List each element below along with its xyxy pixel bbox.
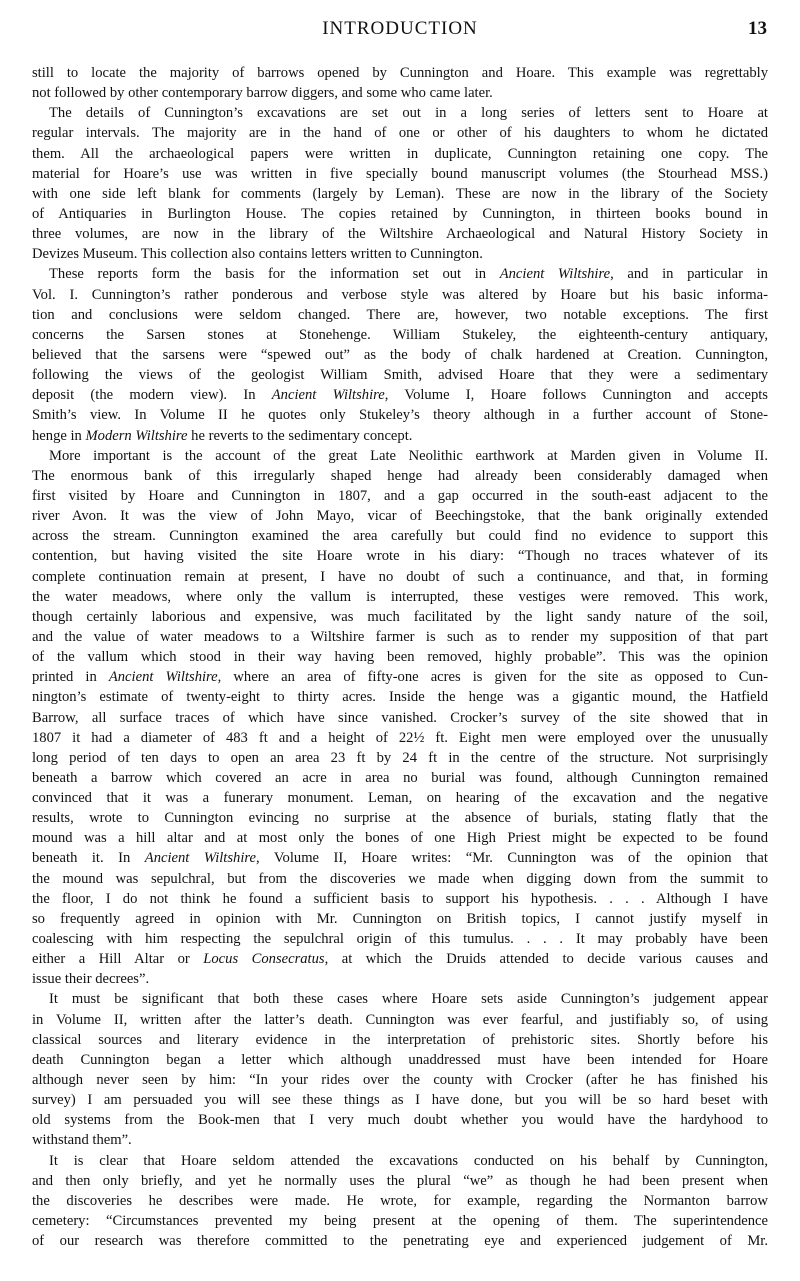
paragraph — [32, 1151, 768, 1252]
text-line: These reports form the basis for the information set out in Ancient Wiltshire, and in particular in — [49, 266, 768, 283]
text-line: printed in Ancient Wiltshire, where an area of fifty-one acres is given for the site as opposed to Cun- — [32, 669, 768, 686]
text-line: in Volume II, written after the latter’s death. Cunnington was ever fearful, and justifiably so, of using — [32, 1011, 768, 1028]
text-line: 1807 it had a diameter of 483 ft and a height of 22½ ft. Eight men were employed over the unusually — [32, 729, 768, 746]
text-line: tion and conclusions were seldom changed. There are, however, two notable exceptions. The first — [32, 306, 768, 323]
text-line: so frequently agreed in opinion with Mr. Cunnington on British topics, I cannot justify myself in — [32, 910, 768, 927]
text-line: Vol. I. Cunnington’s rather ponderous and verbose style was altered by Hoare but his basic informa- — [32, 286, 768, 303]
paragraph — [32, 63, 768, 103]
text-line: river Avon. It was the view of John Mayo, vicar of Beechingstoke, that the bank originally extended — [32, 508, 768, 525]
paragraph — [32, 989, 768, 1150]
italic-title: Ancient Wiltshire — [271, 387, 385, 404]
text-line: and then only briefly, and yet he normally uses the plural “we” as though he had been present when — [32, 1172, 768, 1189]
text-line: The details of Cunnington’s excavations are set out in a long series of letters sent to Hoare at — [49, 105, 768, 122]
text-line: the mound was sepulchral, but from the discoveries we made when digging down from the summit to — [32, 870, 768, 887]
text-line: with one side left blank for comments (largely by Leman). These are now in the library of the Society — [32, 185, 768, 202]
paragraph — [32, 264, 768, 445]
text-line: the floor, I do not think he found a sufficient basis to support his hypothesis. . . . Although I have — [32, 890, 768, 907]
text-line: It is clear that Hoare seldom attended the excavations conducted on his behalf by Cunnington, — [49, 1152, 768, 1169]
text-line: long period of ten days to open an area 23 ft by 24 ft in the centre of the structure. Not surprisingly — [32, 749, 768, 766]
body-text — [32, 63, 768, 1251]
text-line: either a Hill Altar or Locus Consecratus, at which the Druids attended to decide various causes and — [32, 951, 768, 968]
text-line: It must be significant that both these cases where Hoare sets aside Cunnington’s judgement appear — [49, 991, 768, 1008]
text-line: beneath it. In Ancient Wiltshire, Volume II, Hoare writes: “Mr. Cunnington was of the opinion that — [32, 850, 768, 867]
text-line: survey) I am persuaded you will see these things as I have done, but you will be so hard beset with — [32, 1092, 768, 1109]
italic-title: Ancient Wiltshire — [499, 266, 611, 283]
text-line: old systems from the Book-men that I very much doubt whether you would have the hardyhood to — [32, 1112, 768, 1129]
text-line: beneath a barrow which covered an acre in area no burial was found, although Cunnington remained — [32, 769, 768, 786]
text-line: them. All the archaeological papers were written in duplicate, Cunnington retaining one copy. The — [32, 145, 768, 162]
text-line: contention, but having visited the site Hoare wrote in his diary: “Though no traces whatever of its — [32, 548, 768, 565]
text-line: cemetery: “Circumstances prevented my being present at the opening of them. The superintendence — [32, 1213, 768, 1230]
paragraph — [32, 103, 768, 264]
running-title: INTRODUCTION — [322, 18, 478, 39]
text-line: first visited by Hoare and Cunnington in 1807, and a gap occurred in the south-east adjacent to the — [32, 487, 768, 504]
text-line: though certainly laborious and expensive, was much facilitated by the light sandy nature of the soil, — [32, 608, 768, 625]
text-line: regular intervals. The majority are in the hand of one or other of his daughters to whom he dictated — [32, 125, 768, 142]
text-line: Devizes Museum. This collection also contains letters written to Cunnington. — [32, 246, 483, 263]
text-line: although never seen by him: “In your rides over the county with Crocker (after he has finished his — [32, 1072, 768, 1089]
text-line: classical sources and literary evidence in the interpretation of prehistoric sites. Shortly before his — [32, 1031, 768, 1048]
text-line: still to locate the majority of barrows opened by Cunnington and Hoare. This example was regrettably — [32, 65, 768, 81]
text-line: results, wrote to Cunnington evincing no surprise at the absence of burials, stating flatly that the — [32, 810, 768, 827]
text-line: nington’s estimate of twenty-eight to thirty acres. Inside the henge was a gigantic mound, the Hatfield — [32, 689, 768, 706]
text-line: convinced that it was a funerary monument. Leman, on hearing of the excavation and the negative — [32, 790, 768, 807]
page-number: 13 — [748, 18, 767, 39]
text-line: death Cunnington began a letter which although unaddressed must have been intended for Hoare — [32, 1051, 768, 1068]
text-line: concerns the Sarsen stones at Stonehenge. William Stukeley, the eighteenth-century antiquary, — [32, 326, 768, 343]
text-line: More important is the account of the great Late Neolithic earthwork at Marden given in Volume II. — [49, 447, 768, 464]
italic-title: Locus Consecratus — [203, 951, 325, 968]
text-line: following the views of the geologist William Smith, advised Hoare that they were a sedimentary — [32, 367, 768, 384]
text-line: Barrow, all surface traces of which have since vanished. Crocker’s survey of the site showed that in — [32, 709, 768, 726]
text-line: withstand them”. — [32, 1132, 132, 1149]
text-line: material for Hoare’s use was written in five specially bound manuscript volumes (the Stourhead MSS.) — [32, 165, 768, 182]
text-line: mound was a hill altar and at most only the bones of one High Priest might be expected to be found — [32, 830, 768, 847]
page-header — [0, 16, 800, 46]
paragraph — [32, 446, 768, 990]
text-line: Smith’s view. In Volume II he quotes only Stukeley’s theory although in a further account of Stone- — [32, 407, 768, 424]
text-line: coalescing with him respecting the sepulchral origin of this tumulus. . . . It may probably have been — [32, 931, 768, 948]
text-line: deposit (the modern view). In Ancient Wiltshire, Volume I, Hoare follows Cunnington and accepts — [32, 387, 768, 404]
text-line: issue their decrees”. — [32, 971, 150, 988]
text-line: of the vallum which stood in their way having been removed, highly probable”. This was the opinion — [32, 649, 768, 666]
text-line: the water meadows, where only the vallum is interrupted, these vestiges were removed. This work, — [32, 588, 768, 605]
text-line: not followed by other contemporary barrow diggers, and some who came later. — [32, 85, 493, 102]
text-line: The enormous bank of this irregularly shaped henge had already been considerably damaged when — [32, 467, 768, 484]
italic-title: Ancient Wiltshire — [144, 850, 257, 867]
italic-title: Ancient Wiltshire — [108, 669, 218, 686]
italic-title: Modern Wiltshire — [85, 427, 188, 444]
text-line: three volumes, are now in the library of the Wiltshire Archaeological and Natural History Society in — [32, 226, 768, 243]
text-line: henge in Modern Wiltshire he reverts to the sedimentary concept. — [32, 427, 413, 444]
text-line: and the value of water meadows to a Wiltshire farmer is such as to render my supposition of that part — [32, 628, 768, 645]
text-line: the discoveries he describes were made. He wrote, for example, regarding the Normanton barrow — [32, 1192, 768, 1209]
text-line: of our research was therefore committed to the penetrating eye and experienced judgement of Mr. — [32, 1233, 768, 1250]
text-line: believed that the sarsens were “spewed out” as the body of chalk hardened at Creation. Cunnington, — [32, 346, 768, 363]
text-line: complete continuation remain at present, I have no doubt of such a continuance, and that, in forming — [32, 568, 768, 585]
text-line: across the stream. Cunnington examined the area carefully but could find no evidence to support this — [32, 528, 768, 545]
text-line: of Antiquaries in Burlington House. The copies retained by Cunnington, in thirteen books bound in — [32, 205, 768, 222]
